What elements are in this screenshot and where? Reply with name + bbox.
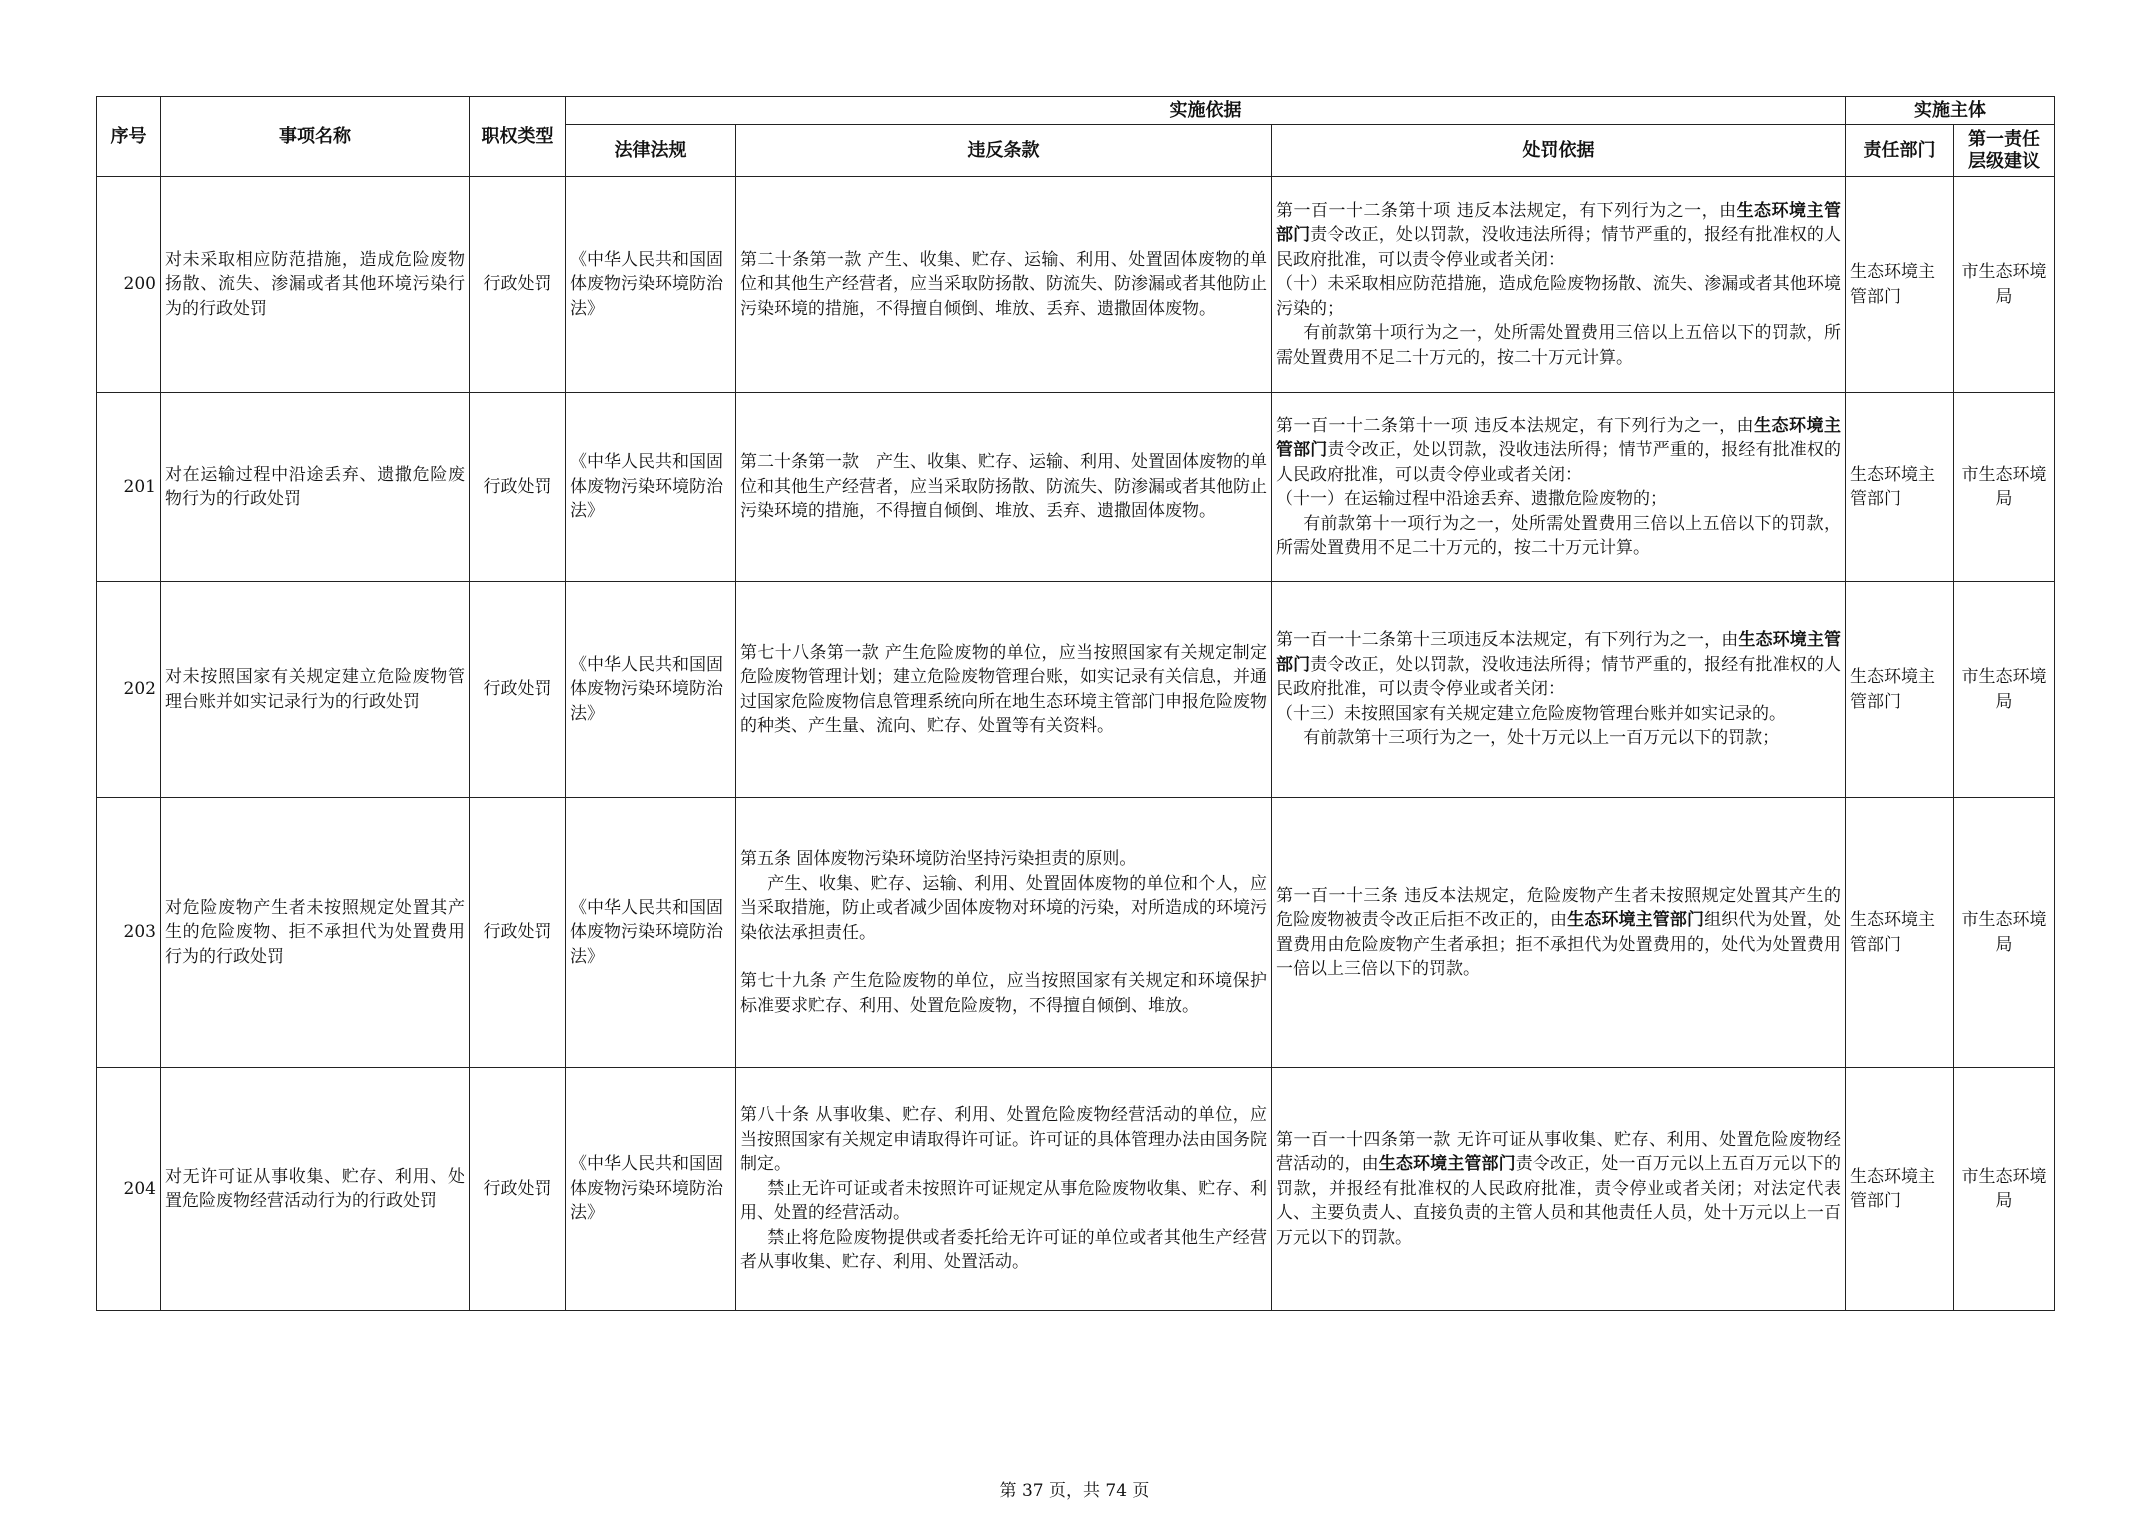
row-violation [736,393,1272,582]
header-basis-group: 实施依据 [566,97,1846,125]
penalty-paragraph: 第一百一十二条第十项 违反本法规定，有下列行为之一，由生态环境主管部门责令改正，处以罚款，没收违法所得；情节严重的，报经有批准权的人民政府批准，可以责令停业或者关闭： [1276,200,1841,270]
penalty-paragraph: （十三）未按照国家有关规定建立危险废物管理台账并如实记录的。 [1276,703,1786,724]
row-power-type: 行政处罚 [470,1068,566,1311]
violation-paragraph: 第七十九条 产生危险废物的单位，应当按照国家有关规定和环境保护标准要求贮存、利用、处置危险废物，不得擅自倾倒、堆放。 [740,971,1267,1016]
penalty-paragraph: 有前款第十一项行为之一，处所需处置费用三倍以上五倍以下的罚款，所需处置费用不足二十万元的，按二十万元计算。 [1276,513,1841,558]
row-violation [736,1068,1272,1311]
row-penalty [1272,798,1846,1068]
header-level-line1: 第一责任 [1968,128,2040,150]
row-department: 生态环境主管部门 [1846,1068,1954,1311]
header-department: 责任部门 [1846,125,1954,177]
row-violation [736,177,1272,393]
header-item-name: 事项名称 [161,97,470,177]
row-department: 生态环境主管部门 [1846,582,1954,798]
header-violation: 违反条款 [736,125,1272,177]
violation-paragraph: 第七十八条第一款 产生危险废物的单位，应当按照国家有关规定制定危险废物管理计划；建立危险废物管理台账，如实记录有关信息，并通过国家危险废物信息管理系统向所在地生态环境主管部门申报危险废物的种类、产生量、流向、贮存、处置等有关资料。 [740,642,1267,736]
row-item-name: 对未采取相应防范措施，造成危险废物扬散、流失、渗漏或者其他环境污染行为的行政处罚 [161,177,470,393]
header-power-type: 职权类型 [470,97,566,177]
row-seq: 204 [97,1068,161,1311]
row-penalty [1272,1068,1846,1311]
violation-paragraph: 产生、收集、贮存、运输、利用、处置固体废物的单位和个人，应当采取措施，防止或者减少固体废物对环境的污染，对所造成的环境污染依法承担责任。 [740,873,1267,943]
violation-paragraph: 第二十条第一款 产生、收集、贮存、运输、利用、处置固体废物的单位和其他生产经营者，应当采取防扬散、防流失、防渗漏或者其他防止污染环境的措施，不得擅自倾倒、堆放、丢弃、遗撒固体废物。 [740,249,1267,319]
row-power-type: 行政处罚 [470,582,566,798]
header-penalty: 处罚依据 [1272,125,1846,177]
row-power-type: 行政处罚 [470,177,566,393]
enforcement-table [96,96,2055,1311]
row-penalty [1272,393,1846,582]
violation-paragraph: 第五条 固体废物污染环境防治坚持污染担责的原则。 [740,849,1137,869]
row-violation [736,582,1272,798]
penalty-paragraph: （十）未采取相应防范措施，造成危险废物扬散、流失、渗漏或者其他环境污染的； [1276,274,1841,319]
penalty-paragraph: 有前款第十三项行为之一，处十万元以上一百万元以下的罚款； [1303,728,1780,749]
row-law: 《中华人民共和国固体废物污染环境防治法》 [566,393,736,582]
row-law: 《中华人民共和国固体废物污染环境防治法》 [566,1068,736,1311]
header-seq: 序号 [97,97,161,177]
row-level: 市生态环境局 [1954,798,2055,1068]
row-item-name: 对在运输过程中沿途丢弃、遗撒危险废物行为的行政处罚 [161,393,470,582]
penalty-authority: 生态环境主管部门 [1378,1154,1516,1175]
penalty-paragraph: 有前款第十项行为之一，处所需处置费用三倍以上五倍以下的罚款，所需处置费用不足二十万元的，按二十万元计算。 [1276,323,1841,368]
row-power-type: 行政处罚 [470,393,566,582]
row-department: 生态环境主管部门 [1846,177,1954,393]
violation-paragraph: 第八十条 从事收集、贮存、利用、处置危险废物经营活动的单位，应当按照国家有关规定申请取得许可证。许可证的具体管理办法由国务院制定。 [740,1105,1267,1175]
row-seq: 200 [97,177,161,393]
table-row [97,177,2055,393]
row-level: 市生态环境局 [1954,582,2055,798]
row-law: 《中华人民共和国固体废物污染环境防治法》 [566,582,736,798]
header-level [1954,125,2055,177]
header-level-line2: 层级建议 [1968,150,2040,172]
penalty-paragraph: 第一百一十二条第十一项 违反本法规定，有下列行为之一，由生态环境主管部门责令改正，处以罚款，没收违法所得；情节严重的，报经有批准权的人民政府批准，可以责令停业或者关闭： [1276,415,1842,485]
row-level: 市生态环境局 [1954,1068,2055,1311]
row-item-name: 对无许可证从事收集、贮存、利用、处置危险废物经营活动行为的行政处罚 [161,1068,470,1311]
table-row [97,582,2055,798]
header-subject-group: 实施主体 [1846,97,2055,125]
table-row [97,798,2055,1068]
row-law: 《中华人民共和国固体废物污染环境防治法》 [566,798,736,1068]
penalty-paragraph: 第一百一十四条第一款 无许可证从事收集、贮存、利用、处置危险废物经营活动的，由生态环境主管部门责令改正，处一百万元以上五百万元以下的罚款，并报经有批准权的人民政府批准，责令停业或者关闭；对法定代表人、主要负责人、直接负责的主管人员和其他责任人员，处十万元以上一百万元以下的罚款。 [1276,1129,1841,1248]
page-footer: 第 37 页，共 74 页 [999,1481,1150,1501]
penalty-authority: 生态环境主管部门 [1567,910,1705,930]
row-level: 市生态环境局 [1954,393,2055,582]
row-penalty [1272,177,1846,393]
violation-paragraph: 禁止将危险废物提供或者委托给无许可证的单位或者其他生产经营者从事收集、贮存、利用、处置活动。 [740,1227,1267,1273]
penalty-paragraph: 第一百一十三条 违反本法规定，危险废物产生者未按照规定处置其产生的危险废物被责令改正后拒不改正的，由生态环境主管部门组织代为处置，处置费用由危险废物产生者承担；拒不承担代为处置费用的，处代为处置费用一倍以上三倍以下的罚款。 [1276,885,1841,979]
row-violation [736,798,1272,1068]
row-department: 生态环境主管部门 [1846,393,1954,582]
row-power-type: 行政处罚 [470,798,566,1068]
penalty-authority: 生态环境主管部门 [1276,415,1842,460]
penalty-authority: 生态环境主管部门 [1276,630,1841,675]
row-level: 市生态环境局 [1954,177,2055,393]
table-row [97,1068,2055,1311]
table-row [97,393,2055,582]
row-seq: 203 [97,798,161,1068]
penalty-paragraph: 第一百一十二条第十三项违反本法规定，有下列行为之一，由生态环境主管部门责令改正，处以罚款，没收违法所得；情节严重的，报经有批准权的人民政府批准，可以责令停业或者关闭： [1276,630,1841,700]
header-law: 法律法规 [566,125,736,177]
penalty-authority: 生态环境主管部门 [1276,200,1841,246]
row-seq: 202 [97,582,161,798]
violation-paragraph: 禁止无许可证或者未按照许可证规定从事危险废物收集、贮存、利用、处置的经营活动。 [740,1178,1267,1224]
violation-paragraph: 第二十条第一款 产生、收集、贮存、运输、利用、处置固体废物的单位和其他生产经营者，应当采取防扬散、防流失、防渗漏或者其他防止污染环境的措施，不得擅自倾倒、堆放、丢弃、遗撒固体废物。 [740,452,1267,522]
row-item-name: 对未按照国家有关规定建立危险废物管理台账并如实记录行为的行政处罚 [161,582,470,798]
row-item-name: 对危险废物产生者未按照规定处置其产生的危险废物、拒不承担代为处置费用行为的行政处罚 [161,798,470,1068]
row-penalty [1272,582,1846,798]
row-law: 《中华人民共和国固体废物污染环境防治法》 [566,177,736,393]
penalty-paragraph: （十一）在运输过程中沿途丢弃、遗撒危险废物的； [1276,489,1667,509]
row-seq: 201 [97,393,161,582]
row-department: 生态环境主管部门 [1846,798,1954,1068]
